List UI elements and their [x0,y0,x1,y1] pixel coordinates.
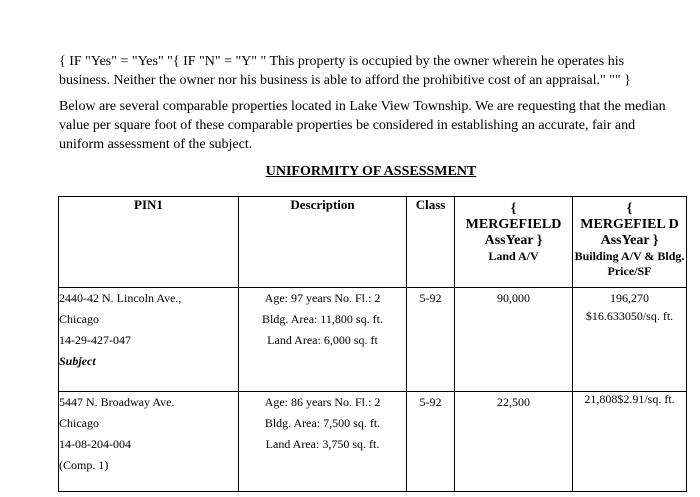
property-building-av: 196,270 [610,291,649,305]
property-bldg-area: Bldg. Area: 11,800 sq. ft. [262,312,383,326]
header-land-av-label: Land A/V [488,249,539,263]
property-pin-cell [59,392,239,492]
intro-paragraph-request: Below are several comparable properties located in Lake View Township. We are requesting that the median value per square foot of these comparable properties be considered in establishing an accurate, fair and uniform assessment of the subject. [59,99,666,152]
header-class: Class [407,197,455,288]
property-class: 5-92 [407,288,455,392]
header-pin: PIN1 [59,197,239,288]
property-tag: (Comp. 1) [59,458,109,472]
property-building-av-cell [573,288,687,392]
property-pin-cell [59,288,239,392]
property-tag: Subject [59,354,96,368]
uniformity-table [58,196,687,492]
property-land-area: Land Area: 6,000 sq. ft [267,333,378,347]
merge-field-text: MERGEFIEL D AssYear } [580,217,679,248]
section-title: UNIFORMITY OF ASSESSMENT [265,164,477,179]
header-land-av [455,197,573,288]
merge-brace: { [626,201,633,216]
merge-brace: { [510,201,517,216]
property-bldg-area: Bldg. Area: 7,500 sq. ft. [264,416,381,430]
merge-field-text: MERGEFIELD AssYear } [465,217,562,248]
property-city: Chicago [59,416,99,430]
header-building-av [573,197,687,288]
header-description: Description [239,197,407,288]
property-land-av: 22,500 [455,392,573,492]
table-row [59,392,687,492]
property-class: 5-92 [407,392,455,492]
property-address: 2440-42 N. Lincoln Ave., [59,291,182,305]
property-building-price: 21,808$2.91/sq. ft. [584,392,675,406]
property-age: Age: 86 years No. Fl.: 2 [264,395,381,409]
property-description-cell [239,288,407,392]
header-building-av-label: Building A/V & Bldg. Price/SF [574,249,685,278]
property-city: Chicago [59,312,99,326]
property-pin: 14-08-204-004 [59,437,131,451]
property-description-cell [239,392,407,492]
property-land-av: 90,000 [455,288,573,392]
intro-paragraph-merge: { IF "Yes" = "Yes" "{ IF "N" = "Y" " This property is occupied by the owner wherein he operates his business. Neither the owner nor his business is able to afford the prohibitive cost of an appraisal." "" } [59,54,631,88]
property-age: Age: 97 years No. Fl.: 2 [264,291,381,305]
table-header-row [59,197,687,288]
property-land-area: Land Area: 3,750 sq. ft. [265,437,380,451]
property-address: 5447 N. Broadway Ave. [59,395,175,409]
table-row [59,288,687,392]
property-price-sf: $16.633050/sq. ft. [585,309,674,323]
property-building-price-cell [573,392,687,492]
property-pin: 14-29-427-047 [59,333,131,347]
